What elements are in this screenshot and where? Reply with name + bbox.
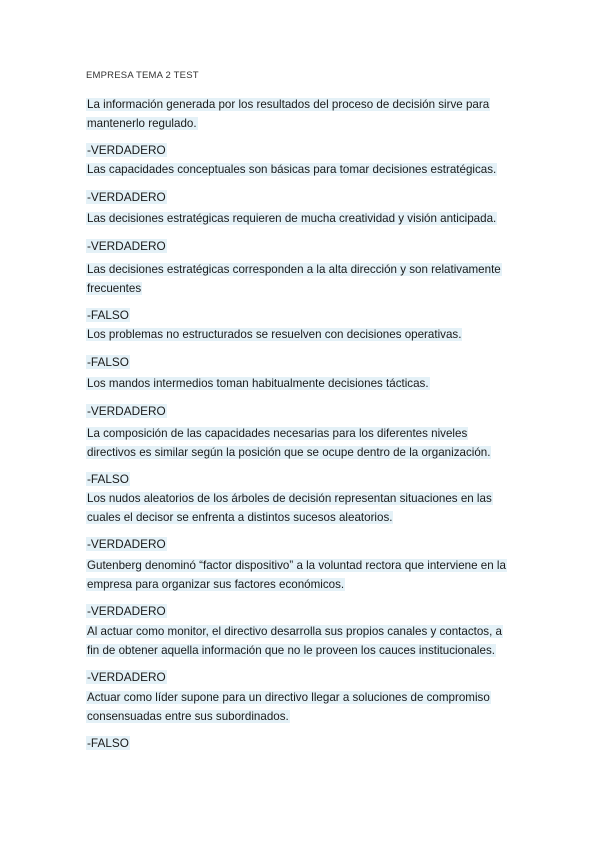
answer-text xyxy=(86,237,516,255)
question-item xyxy=(86,688,516,752)
answer-text xyxy=(86,602,516,620)
answer-text xyxy=(86,734,516,752)
answer-text xyxy=(86,668,516,686)
answer-text-content: -VERDADERO xyxy=(87,143,166,157)
question-text xyxy=(86,260,516,297)
question-text xyxy=(86,424,516,461)
question-text xyxy=(86,688,516,725)
answer-text xyxy=(86,470,516,488)
question-text xyxy=(86,209,516,228)
question-item xyxy=(86,622,516,686)
question-text-content: Los problemas no estructurados se resuelven con decisiones operativas. xyxy=(87,328,462,341)
question-item xyxy=(86,489,516,553)
question-text-content: Al actuar como monitor, el directivo desarrolla sus propios canales y contactos, a fin de obtener aquella información que no le proveen los cauces institucionales. xyxy=(87,625,502,657)
question-text-content: Gutenberg denominó “factor dispositivo” a la voluntad rectora que interviene en la empresa para organizar sus factores económicos. xyxy=(87,559,506,591)
answer-text-content: -VERDADERO xyxy=(87,537,166,551)
question-text xyxy=(86,374,516,393)
question-text-content: La composición de las capacidades necesarias para los diferentes niveles directivos es similar según la posición que se ocupe dentro de la organización. xyxy=(87,427,491,459)
question-item xyxy=(86,424,516,488)
question-item xyxy=(86,160,516,206)
question-item xyxy=(86,325,516,371)
answer-text-content: -VERDADERO xyxy=(87,238,166,253)
question-text-content: Los mandos intermedios toman habitualmente decisiones tácticas. xyxy=(87,377,429,390)
answer-text-content: -VERDADERO xyxy=(87,604,166,618)
question-text-content: Los nudos aleatorios de los árboles de decisión representan situaciones en las cuales el decisor se enfrenta a distintos sucesos aleatorios. xyxy=(87,492,492,524)
document-title: EMPRESA TEMA 2 TEST xyxy=(86,70,199,81)
answer-text xyxy=(86,141,516,159)
question-text xyxy=(86,325,516,344)
answer-text xyxy=(86,353,516,371)
answer-text-content: -VERDADERO xyxy=(87,670,166,684)
question-item xyxy=(86,95,516,159)
question-text-content: La información generada por los resultados del proceso de decisión sirve para mantenerlo regulado. xyxy=(87,98,490,130)
answer-text xyxy=(86,535,516,553)
answer-text-content: -FALSO xyxy=(87,472,129,486)
answer-text-content: -FALSO xyxy=(87,736,129,750)
question-text xyxy=(86,622,516,659)
answer-text xyxy=(86,402,516,420)
question-item xyxy=(86,209,516,255)
answer-text xyxy=(86,188,516,206)
question-text xyxy=(86,95,516,132)
answer-text-content: -VERDADERO xyxy=(87,403,166,418)
question-text-content: Las decisiones estratégicas corresponden a la alta dirección y son relativamente frecuentes xyxy=(87,263,501,295)
answer-text-content: -FALSO xyxy=(87,354,129,369)
answer-text-content: -VERDADERO xyxy=(87,189,166,204)
question-text-content: Las capacidades conceptuales son básicas para tomar decisiones estratégicas. xyxy=(87,163,497,176)
question-text xyxy=(86,160,516,179)
question-text xyxy=(86,489,516,526)
question-text xyxy=(86,556,516,593)
question-item xyxy=(86,374,516,420)
answer-text-content: -FALSO xyxy=(87,308,129,322)
question-item xyxy=(86,260,516,324)
answer-text xyxy=(86,306,516,324)
question-text-content: Actuar como líder supone para un directivo llegar a soluciones de compromiso consensuadas entre sus subordinados. xyxy=(87,691,490,723)
question-item xyxy=(86,556,516,620)
question-text-content: Las decisiones estratégicas requieren de mucha creatividad y visión anticipada. xyxy=(87,212,497,225)
